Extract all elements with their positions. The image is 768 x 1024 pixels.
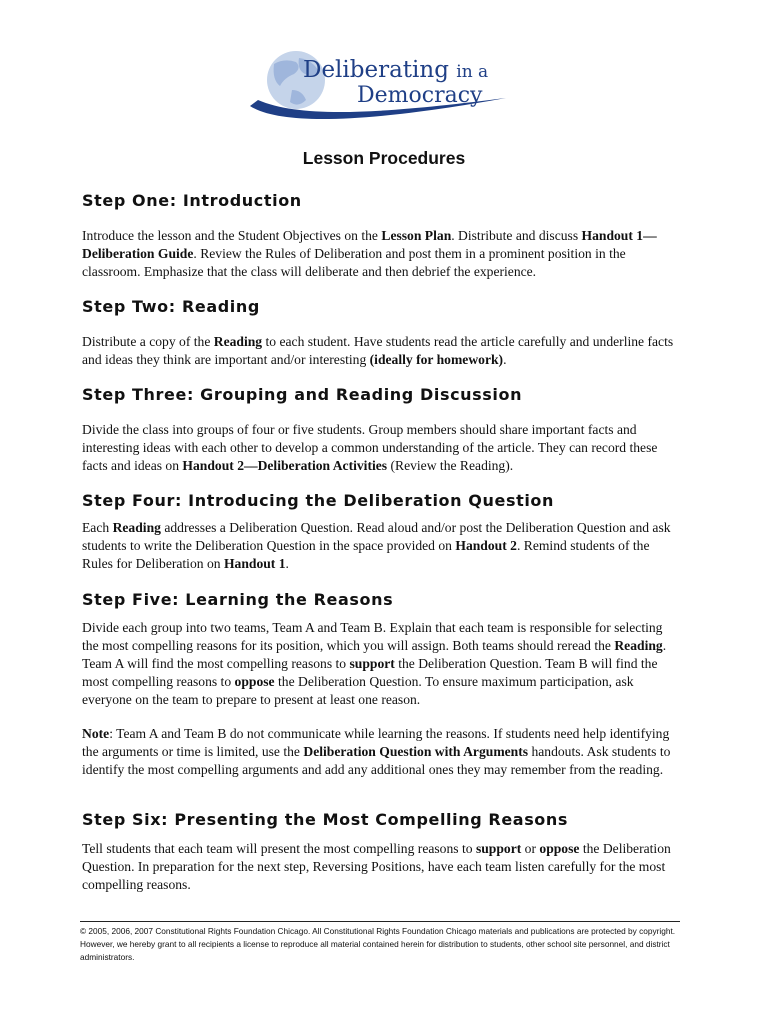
footer-divider <box>80 921 680 922</box>
logo-line-2: Democracy <box>357 83 483 108</box>
step-five-heading: Step Five: Learning the Reasons <box>82 590 394 609</box>
step-five-note: Note: Team A and Team B do not communicate while learning the reasons. If students need help identifying the arguments or time is limited, use the Deliberation Question with Arguments handouts. Ask students to identify the most compelling arguments and add any additional ones they may remember from the reading. <box>82 726 671 777</box>
step-one-text: Introduce the lesson and the Student Objectives on the Lesson Plan. Distribute and discuss Handout 1—Deliberation Guide. Review the Rules of Deliberation and post them in a prominent position in the classroom. Emphasize that the class will deliberate and then debrief the experience. <box>82 228 657 279</box>
step-three-heading: Step Three: Grouping and Reading Discussion <box>82 385 523 404</box>
step-six-text: Tell students that each team will present the most compelling reasons to support or oppose the Deliberation Question. In preparation for the next step, Reversing Positions, have each team listen carefully for the most compelling reasons. <box>82 841 671 892</box>
logo-line-1: Deliberating in a <box>303 57 489 83</box>
step-four-text: Each Reading addresses a Deliberation Question. Read aloud and/or post the Deliberation Question and ask students to write the Deliberation Question in the space provided on Handout 2. Remind students of the Rules for Deliberation on Handout 1. <box>82 520 671 571</box>
step-three-text: Divide the class into groups of four or five students. Group members should share important facts and interesting ideas with each other to develop a common understanding of the article. They can record these facts and ideas on Handout 2—Deliberation Activities (Review the Reading). <box>82 422 658 473</box>
step-two-heading: Step Two: Reading <box>82 297 260 316</box>
logo <box>244 50 524 130</box>
step-five-text: Divide each group into two teams, Team A and Team B. Explain that each team is responsible for selecting the most compelling reasons for its position, which you will assign. Both teams should reread the Reading. Team A will find the most compelling reasons to support the Deliberation Question. Team B will find the most compelling reasons to oppose the Deliberation Question. To ensure maximum participation, ask everyone on the team to prepare to present at least one reason. <box>82 620 667 707</box>
step-six-heading: Step Six: Presenting the Most Compelling Reasons <box>82 810 569 829</box>
copyright-footer: © 2005, 2006, 2007 Constitutional Rights Foundation Chicago. All Constitutional Rights Foundation Chicago materials and publications are protected by copyright. However, we hereby grant to all recipients a license to reproduce all material contained herein for distribution to students, other school site personnel, and district administrators. <box>80 926 676 962</box>
step-four-heading: Step Four: Introducing the Deliberation Question <box>82 491 554 510</box>
step-two-text: Distribute a copy of the Reading to each student. Have students read the article carefully and underline facts and ideas they think are important and/or interesting (ideally for homework). <box>82 334 674 367</box>
step-one-heading: Step One: Introduction <box>82 191 302 210</box>
page-title: Lesson Procedures <box>302 148 466 168</box>
